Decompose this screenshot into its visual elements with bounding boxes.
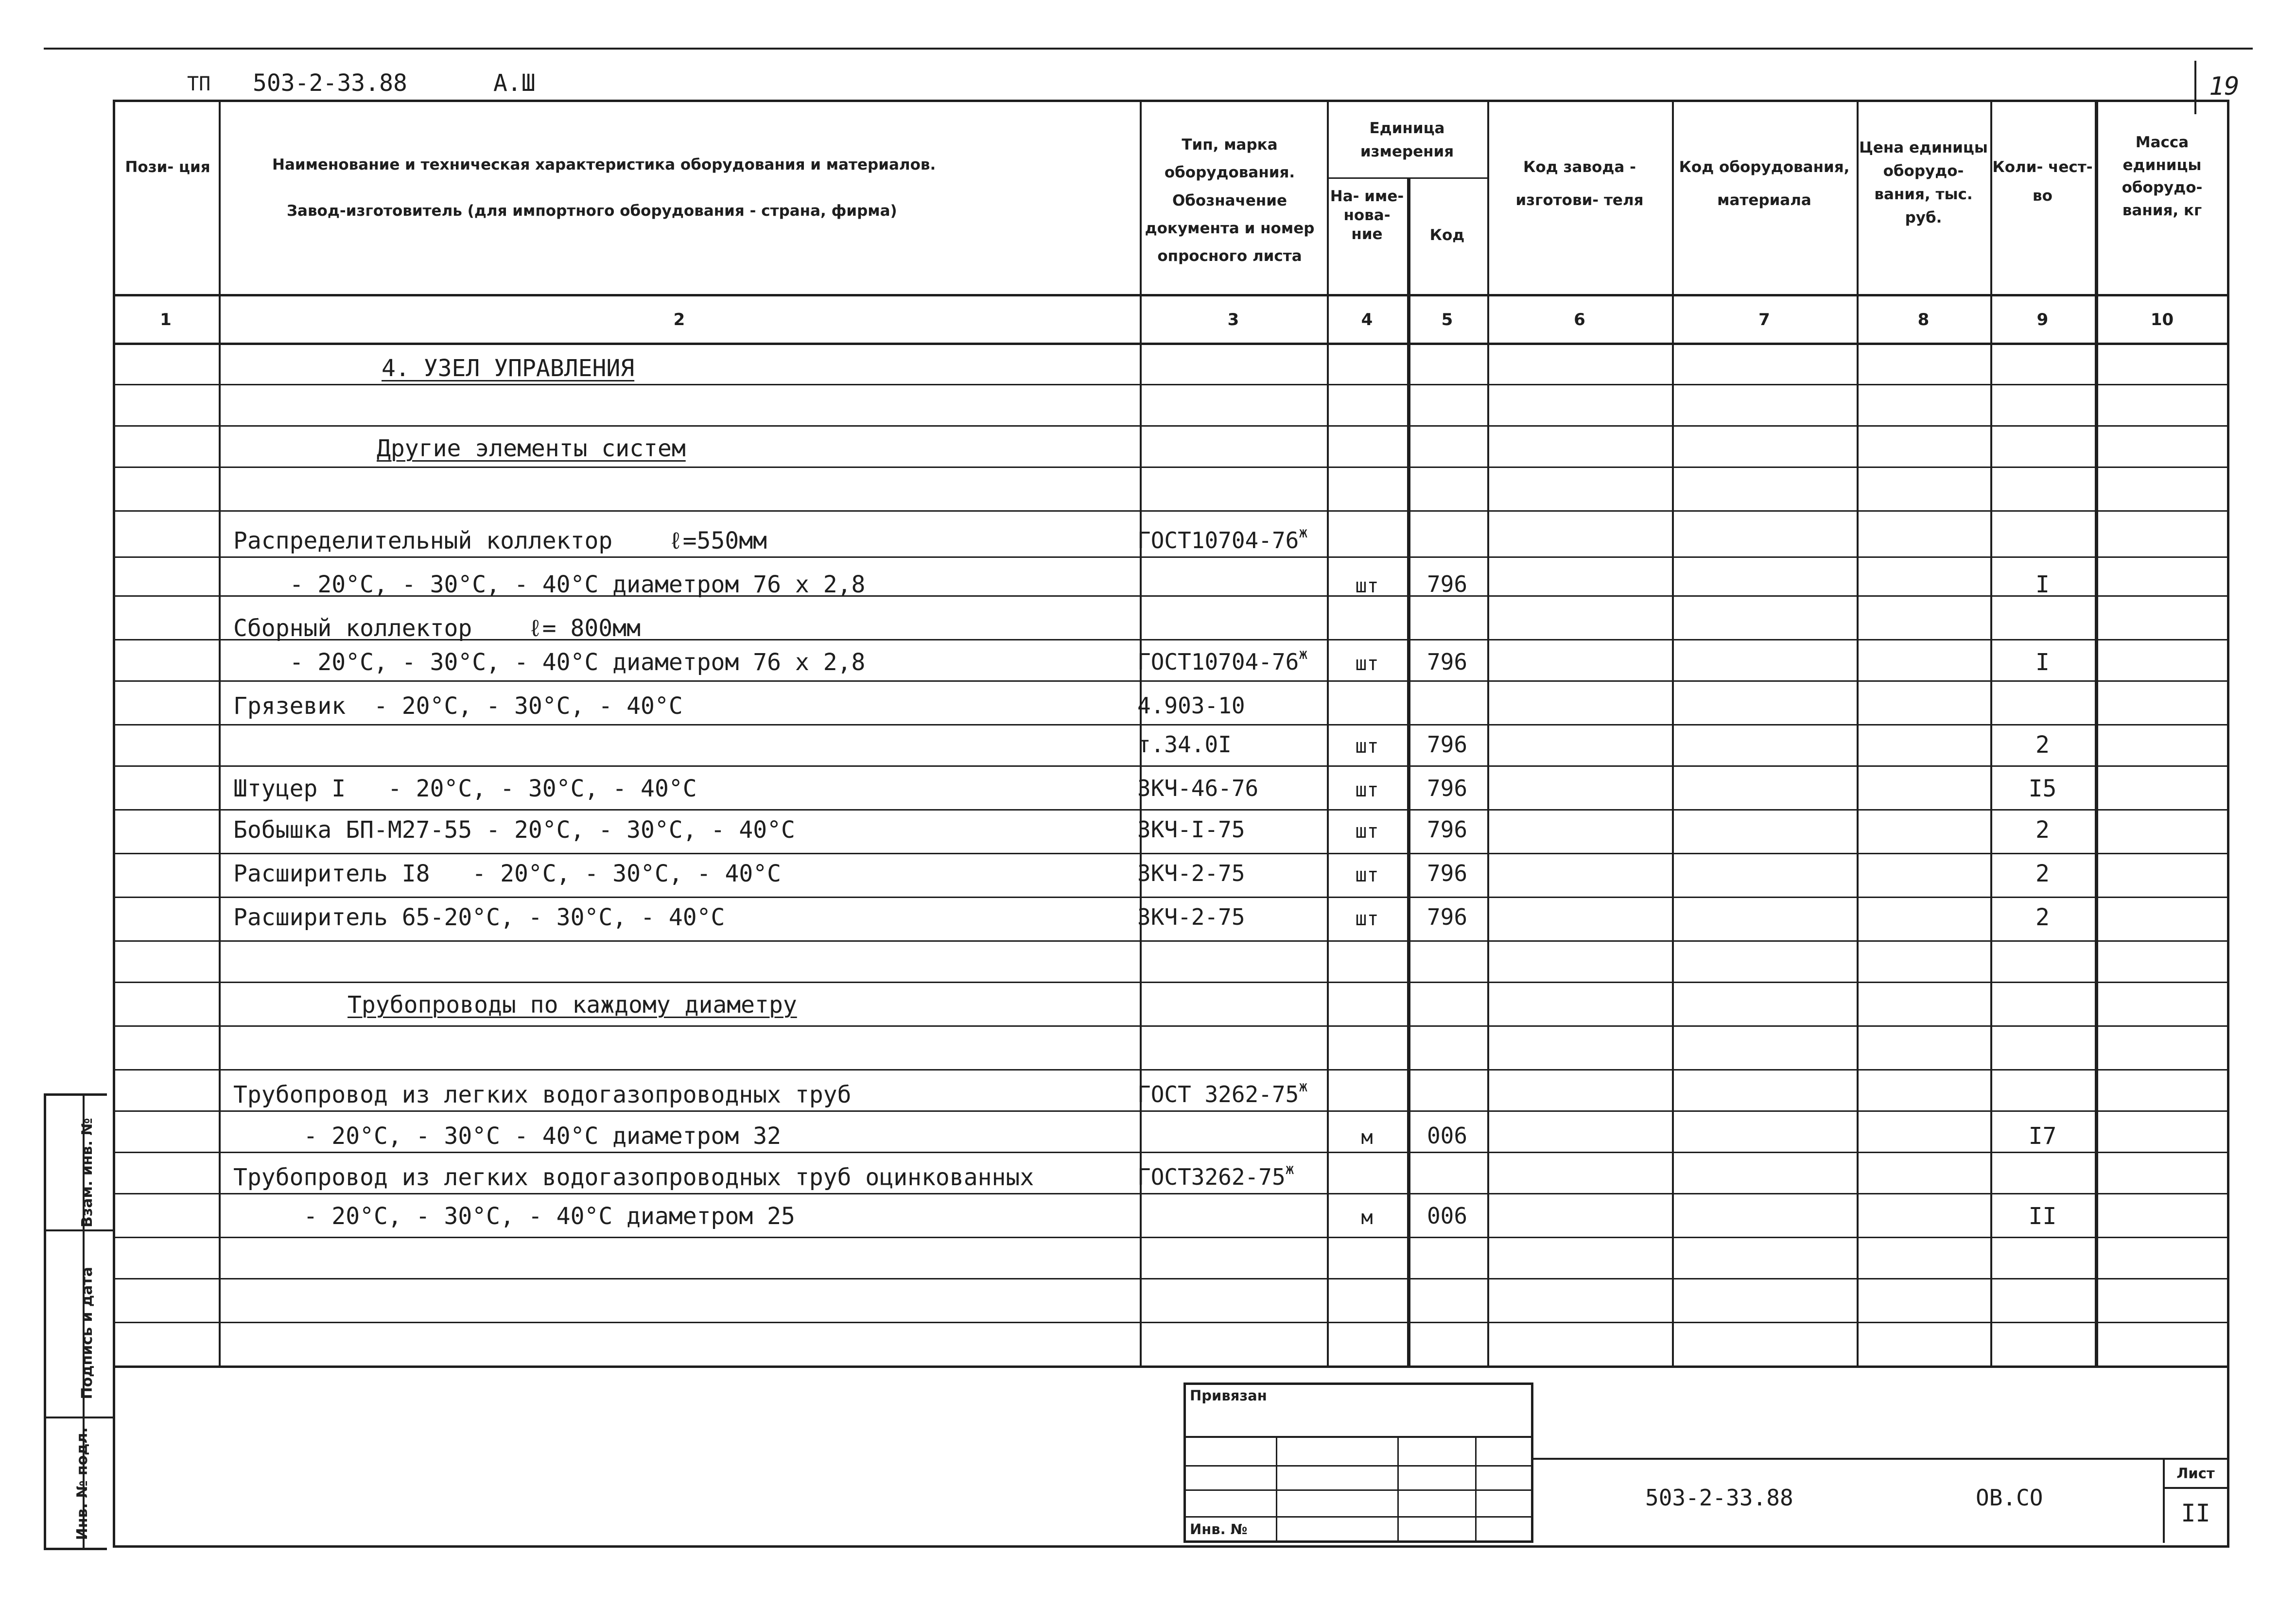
stamp-mark: ОВ.СО: [1976, 1485, 2043, 1511]
item-unit-code-text: 796: [1426, 571, 1468, 597]
row-line: [113, 1237, 2229, 1238]
item-name: [233, 527, 767, 556]
stamp-vline-2: [1397, 1436, 1399, 1543]
column-line: [2095, 100, 2098, 1365]
item-unit-text: шт: [1355, 779, 1379, 801]
item-doc-text: ЗКЧ-46-76: [1137, 775, 1259, 801]
row-line: [113, 1322, 2229, 1323]
item-doc-text: ЗКЧ-2-75: [1137, 904, 1245, 930]
item-unit-code-text: 796: [1426, 731, 1468, 758]
item-unit-code: [1407, 571, 1487, 597]
tp-label: ТП: [187, 73, 211, 95]
item-name-text: - 20°С, - 30°С, - 40°С диаметром 76 х 2,8: [233, 649, 866, 676]
item-unit-code: [1407, 1203, 1487, 1229]
item-unit-code: [1407, 904, 1487, 930]
subsection-other-elements: Другие элементы систем: [377, 435, 686, 462]
item-name: [233, 692, 683, 720]
item-name-text: Штуцер I - 20°С, - 30°С, - 40°С: [233, 775, 697, 802]
section-title: 4. УЗЕЛ УПРАВЛЕНИЯ: [382, 355, 635, 382]
side-inv: Инв. № подл.: [73, 1427, 91, 1540]
item-doc-superscript: ж: [1299, 524, 1308, 541]
item-name: [233, 1123, 781, 1150]
document-code: 503-2-33.88: [253, 69, 407, 97]
item-unit: [1327, 1126, 1407, 1149]
item-unit: [1327, 575, 1407, 597]
column-number: 7: [1758, 310, 1770, 329]
item-name-text: Трубопровод из легких водогазопроводных труб оцинкованных: [233, 1164, 1034, 1191]
side-podpis: Подпись и дата: [78, 1267, 96, 1400]
item-name-text: Грязевик - 20°С, - 30°С, - 40°С: [233, 692, 683, 720]
row-line: [113, 940, 2229, 942]
item-unit: [1327, 779, 1407, 801]
item-name: [233, 571, 865, 598]
row-line: [113, 467, 2229, 468]
item-quantity: [1990, 816, 2095, 844]
stamp-line-1: [1183, 1436, 1533, 1438]
column-line: [1487, 100, 1489, 1365]
item-quantity-text: I7: [2028, 1123, 2057, 1150]
item-doc: [1137, 860, 1245, 886]
column-line: [219, 100, 221, 1365]
sheet-box-line: [2163, 1487, 2229, 1489]
item-unit-code: [1407, 775, 1487, 801]
column-number: 9: [2036, 310, 2049, 329]
item-unit-code-text: 796: [1426, 775, 1468, 801]
item-unit-code: [1407, 816, 1487, 843]
item-doc-text: ГОСТ10704-76: [1137, 649, 1299, 675]
row-line: [113, 1069, 2229, 1071]
item-name: [233, 904, 725, 931]
item-doc-text: ЗКЧ-2-75: [1137, 860, 1245, 886]
row-line: [113, 556, 2229, 558]
row-line: [113, 765, 2229, 767]
row-line: [113, 853, 2229, 854]
item-unit: [1327, 1207, 1407, 1229]
column-number: 5: [1441, 310, 1453, 329]
item-quantity-text: II: [2028, 1203, 2057, 1230]
item-quantity: [1990, 731, 2095, 759]
item-doc-text: 4.903-10: [1137, 692, 1245, 719]
item-name-text: Расширитель I8 - 20°С, - 30°С, - 40°С: [233, 860, 782, 887]
item-unit-code-text: 796: [1426, 649, 1468, 675]
column-line: [1857, 100, 1859, 1365]
item-unit-text: шт: [1355, 820, 1379, 843]
subsection-pipelines: Трубопроводы по каждому диаметру: [348, 991, 797, 1019]
header-bottom-line: [113, 294, 2229, 296]
item-unit-code: [1407, 860, 1487, 886]
corner-sheet-number: 19: [2209, 72, 2240, 101]
row-line: [113, 982, 2229, 983]
row-line: [113, 680, 2229, 682]
item-quantity: [1990, 775, 2095, 802]
item-unit-text: м: [1361, 1126, 1373, 1149]
item-unit-code-text: 796: [1426, 860, 1468, 886]
item-unit-text: шт: [1355, 575, 1379, 597]
header-col4: На- име- нова- ние: [1330, 188, 1404, 243]
item-unit: [1327, 735, 1407, 758]
unit-group-line: [1327, 177, 1487, 179]
sheet-number: II: [2181, 1499, 2210, 1527]
column-line: [1327, 100, 1329, 1365]
item-unit: [1327, 864, 1407, 886]
header-col8: Цена единицы оборудо- вания, тыс. руб.: [1859, 139, 1988, 227]
stamp-line-2: [1183, 1465, 1533, 1467]
item-name: [233, 860, 781, 887]
header-col10: Масса единицы оборудо- вания, кг: [2122, 134, 2203, 219]
item-doc: [1137, 1161, 1294, 1190]
item-name-text: Трубопровод из легких водогазопроводных труб: [233, 1081, 852, 1108]
column-number: 1: [160, 310, 172, 329]
item-doc-text: ГОСТ10704-76: [1137, 527, 1299, 553]
item-quantity-text: 2: [2035, 731, 2050, 759]
album-label: А.Ш: [493, 69, 536, 97]
item-unit-code-text: 796: [1426, 904, 1468, 930]
item-unit-code-text: 006: [1426, 1203, 1468, 1229]
item-doc-superscript: ж: [1299, 1078, 1308, 1095]
item-unit-code-text: 796: [1426, 816, 1468, 843]
item-doc: [1137, 731, 1232, 758]
item-quantity-text: I: [2035, 571, 2050, 598]
item-name: [233, 1081, 852, 1108]
item-doc-text: т.34.0I: [1137, 731, 1232, 758]
item-unit-text: шт: [1355, 735, 1379, 758]
header-unit-group: Единица измерения: [1360, 120, 1454, 161]
item-doc: [1137, 1078, 1308, 1107]
stamp-inv-label: Инв. №: [1190, 1521, 1248, 1538]
item-name: [233, 615, 641, 643]
item-quantity: [1990, 904, 2095, 931]
stamp-vline-3: [1475, 1436, 1477, 1543]
header-col2-line2: Завод-изготовитель (для импортного оборудования - страна, фирма): [287, 202, 897, 220]
item-doc: [1137, 775, 1258, 801]
column-number: 6: [1574, 310, 1585, 329]
item-unit-text: м: [1361, 1207, 1373, 1229]
item-doc-superscript: ж: [1299, 646, 1308, 663]
row-line: [113, 1025, 2229, 1027]
item-quantity-text: 2: [2035, 904, 2050, 931]
item-quantity: [1990, 860, 2095, 887]
stamp-line-3: [1183, 1489, 1533, 1491]
column-line: [1407, 177, 1410, 1365]
item-unit-code-text: 006: [1426, 1123, 1468, 1149]
item-doc: [1137, 816, 1245, 843]
item-doc-text: ГОСТ3262-75: [1137, 1164, 1286, 1190]
item-name: [233, 775, 697, 802]
column-line: [1672, 100, 1674, 1365]
item-unit: [1327, 653, 1407, 675]
item-name-text: Сборный коллектор ℓ= 800мм: [233, 615, 641, 642]
item-unit: [1327, 820, 1407, 843]
item-doc: [1137, 692, 1245, 719]
item-name-text: - 20°С, - 30°С, - 40°С диаметром 25: [233, 1203, 795, 1230]
item-quantity: [1990, 1123, 2095, 1150]
item-doc: [1137, 904, 1245, 930]
item-quantity-text: I: [2035, 649, 2050, 676]
stamp-line-4: [1183, 1516, 1533, 1518]
column-number: 2: [673, 310, 685, 329]
item-unit-text: шт: [1355, 864, 1379, 886]
item-unit-text: шт: [1355, 653, 1379, 675]
item-quantity: [1990, 649, 2095, 676]
header-col5: Код: [1429, 226, 1465, 244]
item-quantity-text: 2: [2035, 860, 2050, 887]
row-line: [113, 1278, 2229, 1279]
item-unit-code: [1407, 1123, 1487, 1149]
column-number: 3: [1227, 310, 1239, 329]
row-line: [113, 897, 2229, 898]
item-unit-text: шт: [1355, 908, 1379, 930]
stamp-vline-1: [1276, 1436, 1277, 1543]
row-line: [113, 384, 2229, 385]
item-doc-superscript: ж: [1285, 1161, 1294, 1178]
item-name: [233, 1164, 1034, 1191]
item-name: [233, 1203, 795, 1230]
header-col7: Код оборудования, материала: [1679, 158, 1850, 209]
header-col3: Тип, марка оборудования. Обозначение документа и номер опросного листа: [1145, 136, 1315, 265]
item-name-text: - 20°С, - 30°С - 40°С диаметром 32: [233, 1123, 782, 1150]
column-number: 8: [1917, 310, 1930, 329]
stamp-title-line: [1533, 1458, 2229, 1460]
item-unit-code: [1407, 731, 1487, 758]
header-col2-line1: Наименование и техническая характеристика оборудования и материалов.: [272, 156, 936, 173]
table-bottom-line: [113, 1365, 2229, 1368]
item-doc-text: ЗКЧ-I-75: [1137, 816, 1245, 843]
column-number: 10: [2150, 310, 2174, 329]
privyazan-label: Привязан: [1190, 1387, 1267, 1404]
row-line: [113, 1193, 2229, 1194]
item-name: [233, 649, 865, 676]
sheet-label: Лист: [2176, 1465, 2215, 1482]
header-col1: Пози- ция: [125, 158, 210, 176]
row-line: [113, 724, 2229, 726]
colnum-bottom-line: [113, 343, 2229, 345]
item-name-text: Расширитель 65-20°С, - 30°С, - 40°С: [233, 904, 725, 931]
item-name-text: Распределительный коллектор ℓ=550мм: [233, 527, 767, 554]
item-quantity: [1990, 571, 2095, 598]
item-unit: [1327, 908, 1407, 930]
column-number: 4: [1361, 310, 1373, 329]
item-quantity: [1990, 1203, 2095, 1230]
item-name-text: - 20°С, - 30°С, - 40°С диаметром 76 х 2,8: [233, 571, 866, 598]
item-doc: [1137, 646, 1308, 675]
item-quantity-text: 2: [2035, 816, 2050, 844]
row-line: [113, 1110, 2229, 1112]
item-doc-text: ГОСТ 3262-75: [1137, 1081, 1299, 1107]
stamp-doc-code: 503-2-33.88: [1645, 1485, 1793, 1511]
item-name-text: Бобышка БП-М27-55 - 20°С, - 30°С, - 40°С: [233, 816, 795, 844]
row-line: [113, 510, 2229, 512]
row-line: [113, 809, 2229, 811]
header-col9: Коли- чест- во: [1992, 158, 2093, 205]
item-name: [233, 816, 795, 844]
item-unit-code: [1407, 649, 1487, 675]
item-doc: [1137, 524, 1308, 553]
row-line: [113, 1152, 2229, 1153]
item-quantity-text: I5: [2028, 775, 2057, 802]
header-col6: Код завода - изготови- теля: [1515, 158, 1644, 209]
top-border: [44, 48, 2253, 50]
side-vzam: Взам. инв. №: [78, 1118, 96, 1228]
row-line: [113, 425, 2229, 427]
